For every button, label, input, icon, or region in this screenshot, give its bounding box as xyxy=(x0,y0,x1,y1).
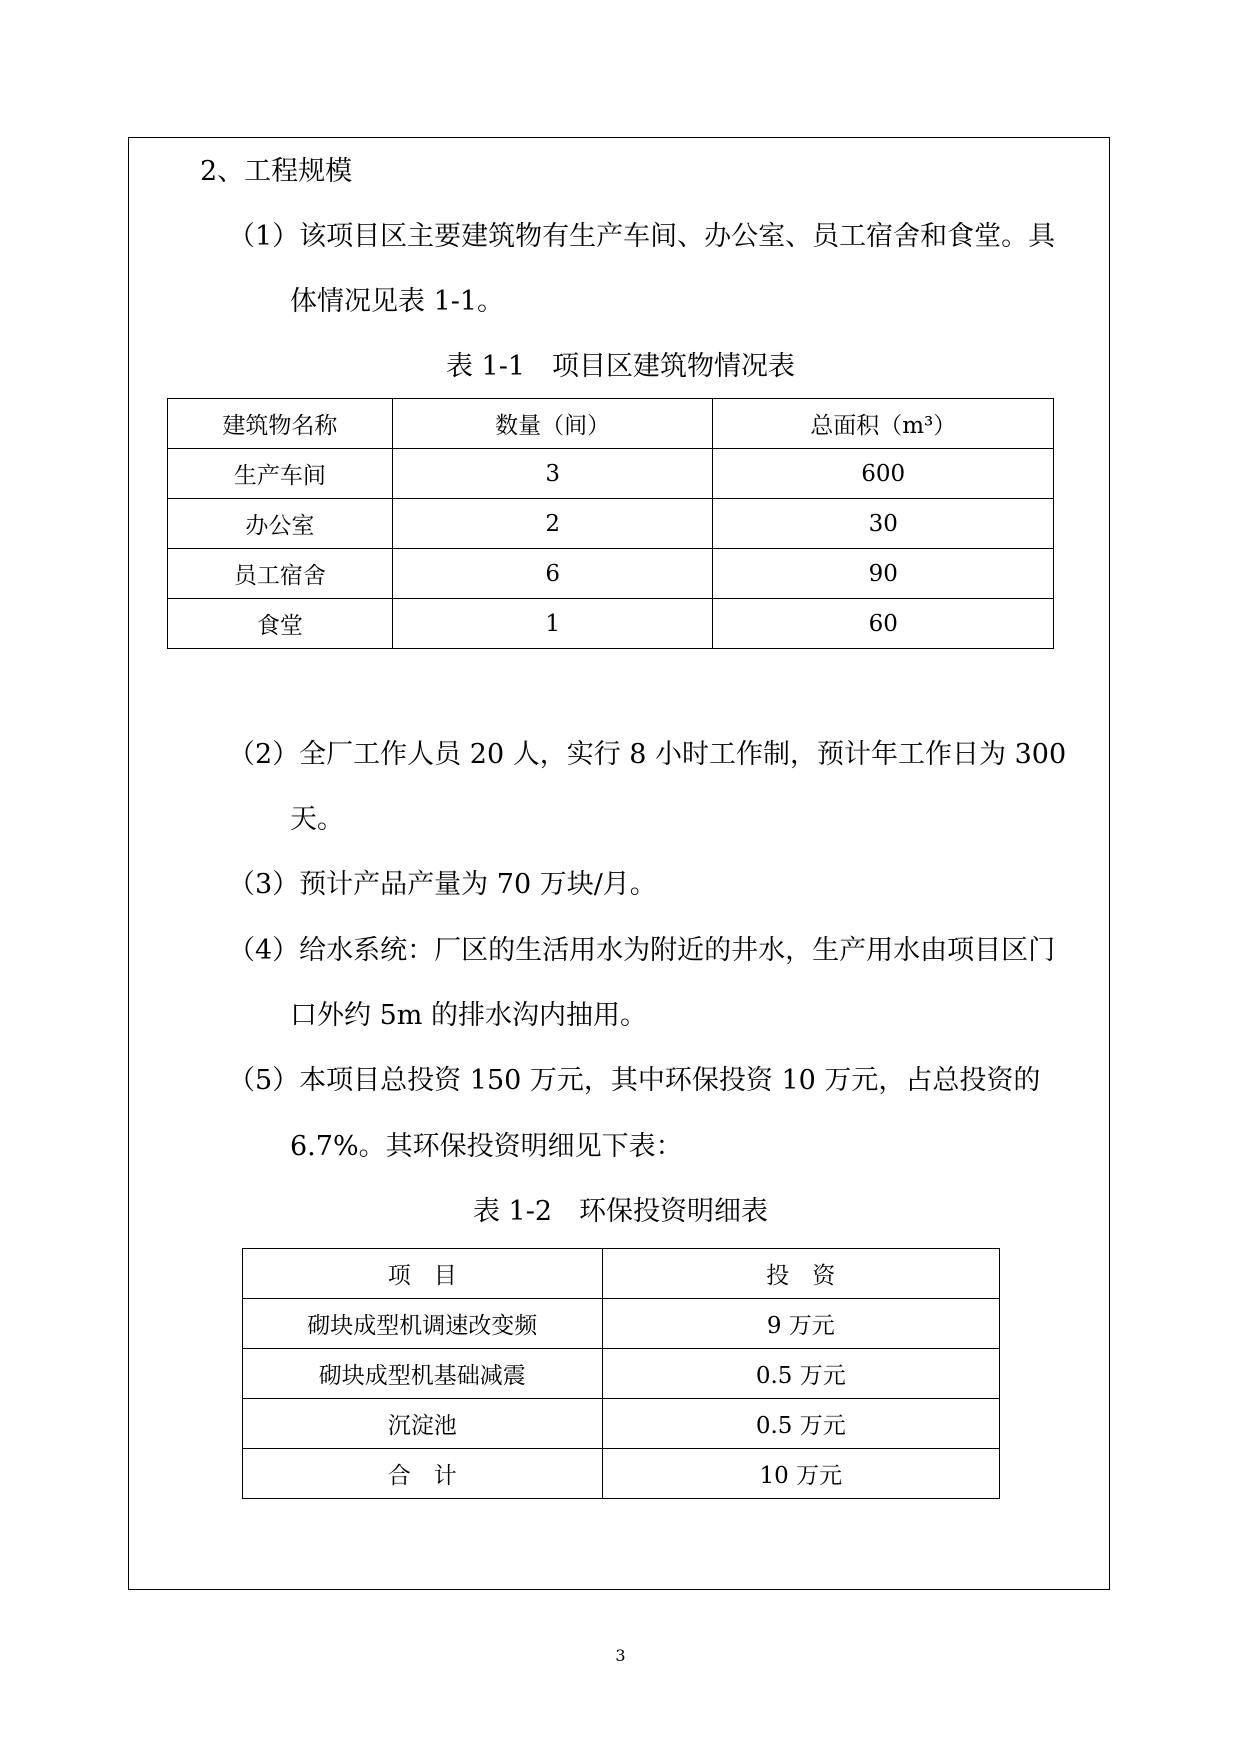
buildings-table xyxy=(167,398,1054,649)
item3: （3）预计产品产量为 70 万块/月。 xyxy=(228,869,657,900)
table-cell: 3 xyxy=(392,449,713,499)
table-header-cell: 建筑物名称 xyxy=(168,399,393,449)
table-cell: 0.5 万元 xyxy=(602,1399,999,1449)
table-row xyxy=(168,599,1054,649)
env-investment-table xyxy=(242,1248,1000,1499)
table-cell: 合 计 xyxy=(243,1449,603,1499)
table-cell: 砌块成型机调速改变频 xyxy=(243,1299,603,1349)
table-header-row xyxy=(168,399,1054,449)
item2-line2: 天。 xyxy=(290,804,344,835)
item1-line1: （1）该项目区主要建筑物有生产车间、办公室、员工宿舍和食堂。具 xyxy=(228,221,1056,252)
table-cell: 0.5 万元 xyxy=(602,1349,999,1399)
table-cell: 办公室 xyxy=(168,499,393,549)
item5-line1: （5）本项目总投资 150 万元，其中环保投资 10 万元，占总投资的 xyxy=(228,1065,1041,1096)
table-cell: 60 xyxy=(713,599,1054,649)
table-header-cell: 数量（间） xyxy=(392,399,713,449)
table-cell: 食堂 xyxy=(168,599,393,649)
table-row xyxy=(243,1399,1000,1449)
table-cell: 2 xyxy=(392,499,713,549)
table1-caption: 表 1-1 项目区建筑物情况表 xyxy=(445,351,796,382)
item2-line1: （2）全厂工作人员 20 人，实行 8 小时工作制，预计年工作日为 300 xyxy=(228,739,1067,770)
table-header-cell: 总面积（m³） xyxy=(713,399,1054,449)
table-row xyxy=(168,449,1054,499)
section-heading: 2、工程规模 xyxy=(200,156,353,187)
table-cell: 6 xyxy=(392,549,713,599)
table-cell: 员工宿舍 xyxy=(168,549,393,599)
table-cell: 600 xyxy=(713,449,1054,499)
table-row xyxy=(168,549,1054,599)
table-cell: 1 xyxy=(392,599,713,649)
table-cell: 沉淀池 xyxy=(243,1399,603,1449)
item5-line2: 6.7%。其环保投资明细见下表： xyxy=(290,1131,683,1162)
table-row xyxy=(243,1449,1000,1499)
item4-line1: （4）给水系统：厂区的生活用水为附近的井水，生产用水由项目区门 xyxy=(228,935,1056,966)
table2-caption: 表 1-2 环保投资明细表 xyxy=(472,1196,769,1227)
table-header-cell: 项 目 xyxy=(243,1249,603,1299)
table-row xyxy=(243,1299,1000,1349)
table-cell: 90 xyxy=(713,549,1054,599)
table-cell: 生产车间 xyxy=(168,449,393,499)
item4-line2: 口外约 5m 的排水沟内抽用。 xyxy=(290,1000,647,1031)
table-cell: 砌块成型机基础减震 xyxy=(243,1349,603,1399)
table-cell: 9 万元 xyxy=(602,1299,999,1349)
table-cell: 30 xyxy=(713,499,1054,549)
item1-line2: 体情况见表 1-1。 xyxy=(290,286,505,317)
page-number: 3 xyxy=(615,1646,626,1665)
table-cell: 10 万元 xyxy=(602,1449,999,1499)
table-header-cell: 投 资 xyxy=(602,1249,999,1299)
table-header-row xyxy=(243,1249,1000,1299)
table-row xyxy=(243,1349,1000,1399)
table-row xyxy=(168,499,1054,549)
